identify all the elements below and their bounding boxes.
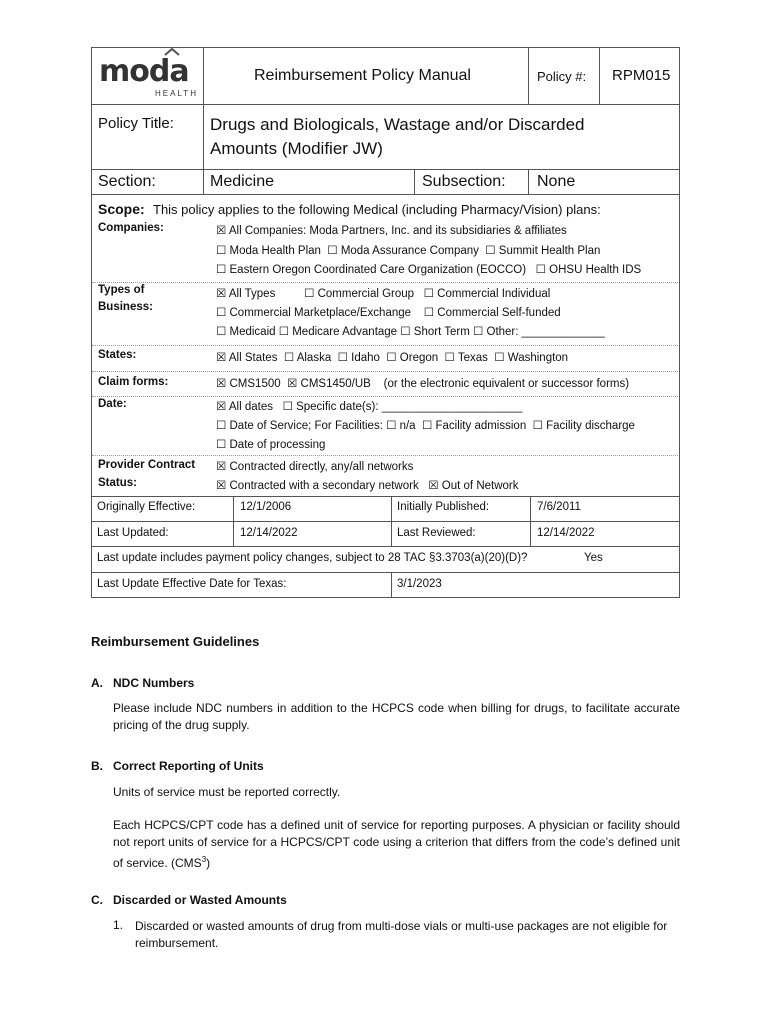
policy-title-line2: Amounts (Modifier JW): [210, 139, 383, 158]
policy-title-line1: Drugs and Biologicals, Wastage and/or Discarded: [210, 115, 585, 134]
divider: [528, 47, 529, 104]
section-letter: B.: [91, 759, 103, 773]
last-updated-value: 12/14/2022: [240, 527, 298, 539]
states-line: ☒ All States ☐ Alaska ☐ Idaho ☐ Oregon ☐ Texas ☐ Washington: [216, 352, 569, 364]
date-label: Date:: [98, 398, 127, 410]
divider: [91, 104, 680, 105]
guidelines-heading: Reimbursement Guidelines: [91, 634, 260, 649]
table-border-left: [91, 47, 92, 598]
states-label: States:: [98, 349, 137, 361]
claim-forms-label: Claim forms:: [98, 376, 169, 388]
subsection-label: Subsection:: [422, 173, 506, 190]
companies-line: ☐ Moda Health Plan ☐ Moda Assurance Company ☐ Summit Health Plan: [216, 245, 601, 257]
divider: [233, 496, 234, 546]
companies-line: ☒ All Companies: Moda Partners, Inc. and its subsidiaries & affiliates: [216, 225, 567, 237]
divider: [599, 47, 600, 104]
logo-roof-icon: [164, 47, 180, 56]
divider: [91, 572, 680, 573]
scope-text: This policy applies to the following Medical (including Pharmacy/Vision) plans:: [153, 202, 601, 217]
divider: [414, 169, 415, 194]
texas-change-question: Last update includes payment policy changes, subject to 28 TAC §3.3703(a)(20)(D)?: [97, 552, 528, 564]
types-line: ☐ Medicaid ☐ Medicare Advantage ☐ Short Term ☐ Other: _____________: [216, 326, 605, 338]
divider: [92, 282, 678, 283]
initially-published-label: Initially Published:: [397, 501, 490, 513]
divider: [530, 496, 531, 546]
footnote-ref: 3: [201, 855, 207, 864]
last-reviewed-label: Last Reviewed:: [397, 527, 476, 539]
texas-effective-value: 3/1/2023: [397, 578, 442, 590]
logo-wordmark: moda: [99, 54, 189, 89]
section-value: Medicine: [210, 173, 275, 190]
section-title: Correct Reporting of Units: [113, 759, 264, 773]
provider-contract-label: Status:: [98, 477, 137, 489]
paragraph: Please include NDC numbers in addition to the HCPCS code when billing for drugs, to facilitate accurate pricing of the drug supply.: [113, 701, 680, 732]
last-reviewed-value: 12/14/2022: [537, 527, 595, 539]
texas-effective-label: Last Update Effective Date for Texas:: [97, 578, 287, 590]
scope-label: Scope:: [98, 201, 145, 217]
claim-forms-line: ☒ CMS1500 ☒ CMS1450/UB (or the electronic equivalent or successor forms): [216, 378, 630, 390]
section-letter: A.: [91, 676, 103, 690]
divider: [91, 496, 680, 497]
divider: [91, 546, 680, 547]
paragraph: Units of service must be reported correctly.: [113, 785, 341, 799]
texas-change-answer: Yes: [584, 552, 603, 564]
types-line: ☒ All Types ☐ Commercial Group ☐ Commercial Individual: [216, 288, 551, 300]
originally-effective-label: Originally Effective:: [97, 501, 196, 513]
policy-number-label: Policy #:: [537, 69, 587, 84]
last-updated-label: Last Updated:: [97, 527, 169, 539]
divider: [391, 572, 392, 598]
divider: [91, 194, 680, 195]
paragraph: Each HCPCS/CPT code has a defined unit of service for reporting purposes. A physician or facility should not report units of service for a HCPCS/CPT code using a criterion that differs from the code’s defined unit of service. (CMS$^3$): [113, 818, 680, 870]
date-line: ☐ Date of processing: [216, 439, 326, 451]
date-line: ☐ Date of Service; For Facilities: ☐ n/a ☐ Facility admission ☐ Facility discharge: [216, 420, 635, 432]
companies-line: ☐ Eastern Oregon Coordinated Care Organization (EOCCO) ☐ OHSU Health IDS: [216, 264, 642, 276]
divider: [91, 169, 680, 170]
divider: [203, 47, 204, 194]
originally-effective-value: 12/1/2006: [240, 501, 292, 513]
divider: [528, 169, 529, 194]
manual-title: Reimbursement Policy Manual: [254, 67, 471, 84]
section-title: NDC Numbers: [113, 676, 195, 690]
divider: [92, 396, 678, 397]
divider: [92, 345, 678, 346]
divider: [92, 371, 678, 372]
table-border-right: [679, 47, 680, 598]
divider: [391, 496, 392, 546]
types-label: Types of: [98, 284, 145, 296]
types-label: Business:: [98, 301, 153, 313]
provider-line: ☒ Contracted with a secondary network ☒ Out of Network: [216, 480, 519, 492]
provider-contract-label: Provider Contract: [98, 459, 196, 471]
logo-subtext: HEALTH: [155, 89, 198, 98]
subsection-value: None: [537, 173, 576, 190]
divider: [91, 521, 680, 522]
types-line: ☐ Commercial Marketplace/Exchange ☐ Commercial Self-funded: [216, 307, 561, 319]
section-label: Section:: [98, 173, 156, 190]
policy-title-label: Policy Title:: [98, 115, 174, 132]
list-item: Discarded or wasted amounts of drug from multi-dose vials or multi-use packages are not eligible for reimbursement.: [135, 919, 668, 950]
section-title: Discarded or Wasted Amounts: [113, 893, 287, 907]
provider-line: ☒ Contracted directly, any/all networks: [216, 461, 414, 473]
initially-published-value: 7/6/2011: [537, 501, 581, 513]
list-number: 1.: [113, 918, 124, 932]
date-line: ☒ All dates ☐ Specific date(s): ______________________: [216, 401, 523, 413]
section-letter: C.: [91, 893, 103, 907]
divider: [92, 455, 678, 456]
table-border-bottom: [91, 597, 680, 598]
policy-number: RPM015: [612, 67, 671, 84]
companies-label: Companies:: [98, 222, 164, 234]
